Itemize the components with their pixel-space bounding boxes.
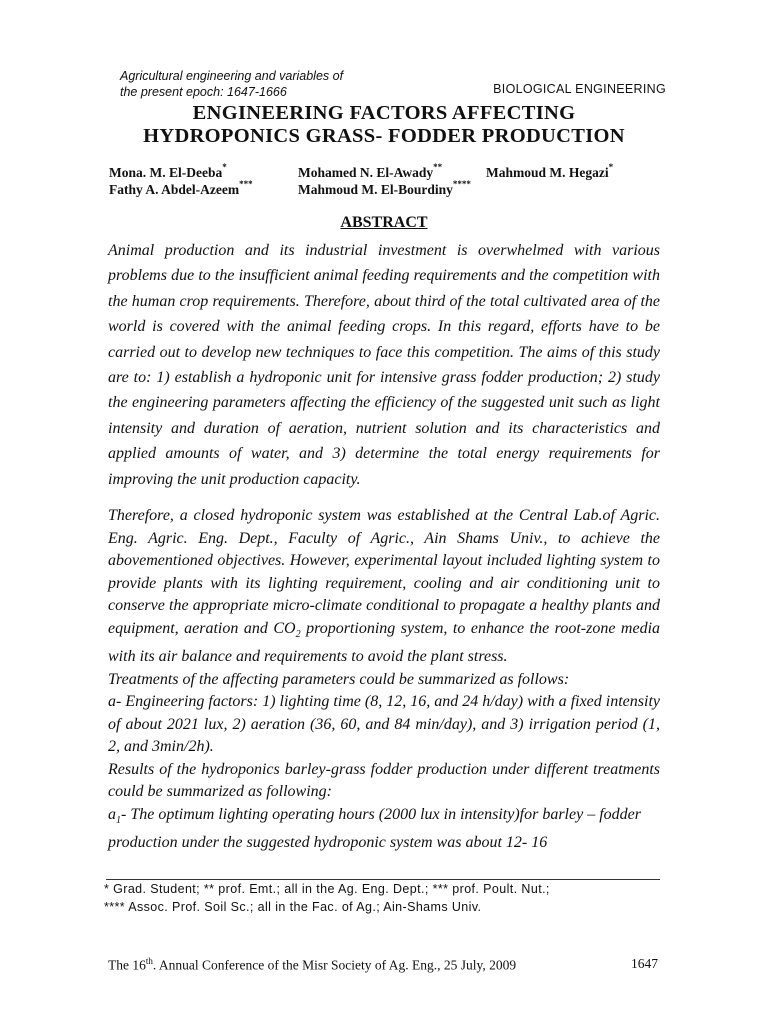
author-1: Mona. M. El-Deeba*: [109, 162, 227, 180]
title-line-2: HYDROPONICS GRASS- FODDER PRODUCTION: [143, 125, 625, 147]
author-4: Fathy A. Abdel-Azeem***: [109, 179, 253, 197]
abstract-heading: ABSTRACT: [340, 214, 428, 231]
abstract-paragraph: Results of the hydroponics barley-grass fodder production under different treatments could be summarized as following:: [108, 760, 660, 801]
footnote-line-1: * Grad. Student; ** prof. Emt.; all in the Ag. Eng. Dept.; *** prof. Poult. Nut.;: [104, 882, 550, 896]
abstract-paragraph: Animal production and its industrial investment is overwhelmed with various problems due to the insufficient animal feeding requirements and the competition with the human crop requirements. Therefore, about third of the total cultivated area of the world is covered with the animal feeding crops. In this regard, efforts have to be carried out to develop new techniques to face this competition. The aims of this study are to: 1) establish a hydroponic unit for intensive grass fodder production; 2) study the engineering parameters affecting the efficiency of the suggested unit such as light intensity and duration of aeration, nutrient solution and its characteristics and applied amounts of water, and 3) determine the total energy requirements for improving the unit production capacity.: [108, 242, 660, 488]
abstract-body-part-2: [108, 505, 660, 855]
title-line-1: ENGINEERING FACTORS AFFECTING: [192, 102, 576, 124]
abstract-body-part-1: [108, 238, 660, 492]
author-2: Mohamed N. El-Awady**: [298, 162, 443, 180]
abstract-paragraph: Treatments of the affecting parameters could be summarized as follows:: [108, 670, 570, 688]
footnote-line-2: **** Assoc. Prof. Soil Sc.; all in the Fac. of Ag.; Ain-Shams Univ.: [104, 900, 482, 914]
series-line-1: Agricultural engineering and variables of: [120, 69, 344, 83]
conference-footer: The 16th. Annual Conference of the Misr Society of Ag. Eng., 25 July, 2009: [108, 956, 517, 973]
series-line-2: the present epoch: 1647-1666: [120, 85, 287, 99]
author-5: Mahmoud M. El-Bourdiny****: [298, 179, 471, 197]
abstract-paragraph: a- Engineering factors: 1) lighting time (8, 12, 16, and 24 h/day) with a fixed intensity of about 2021 lux, 2) aeration (36, 60, and 84 min/day), and 3) irrigation period (1, 2, and 3min/2h).: [108, 693, 660, 756]
author-3: Mahmoud M. Hegazi*: [486, 162, 614, 180]
abstract-paragraph: $a_1-$ The optimum lighting operating hours (2000 lux in intensity)for barley – fodder production under the suggested hydroponic system was about 12- 16: [108, 805, 641, 852]
series-header: [120, 68, 420, 100]
footnote-rule: [106, 879, 660, 880]
section-header: BIOLOGICAL ENGINEERING: [493, 82, 666, 96]
page-number: 1647: [631, 956, 658, 971]
abstract-paragraph: Therefore, a closed hydroponic system was established at the Central Lab.of Agric. Eng. Agric. Eng. Dept., Faculty of Agric., Ain Shams Univ., to achieve the abovementioned objectives. However, experimental layout included lighting system to provide plants with its lighting requirement, cooling and air conditioning unit to conserve the appropriate micro-climate conditional to propagate a healthy plants and equipment, aeration and $CO_2$ proportioning system, to enhance the root-zone media with its air balance and requirements to avoid the plant stress.: [108, 507, 661, 666]
